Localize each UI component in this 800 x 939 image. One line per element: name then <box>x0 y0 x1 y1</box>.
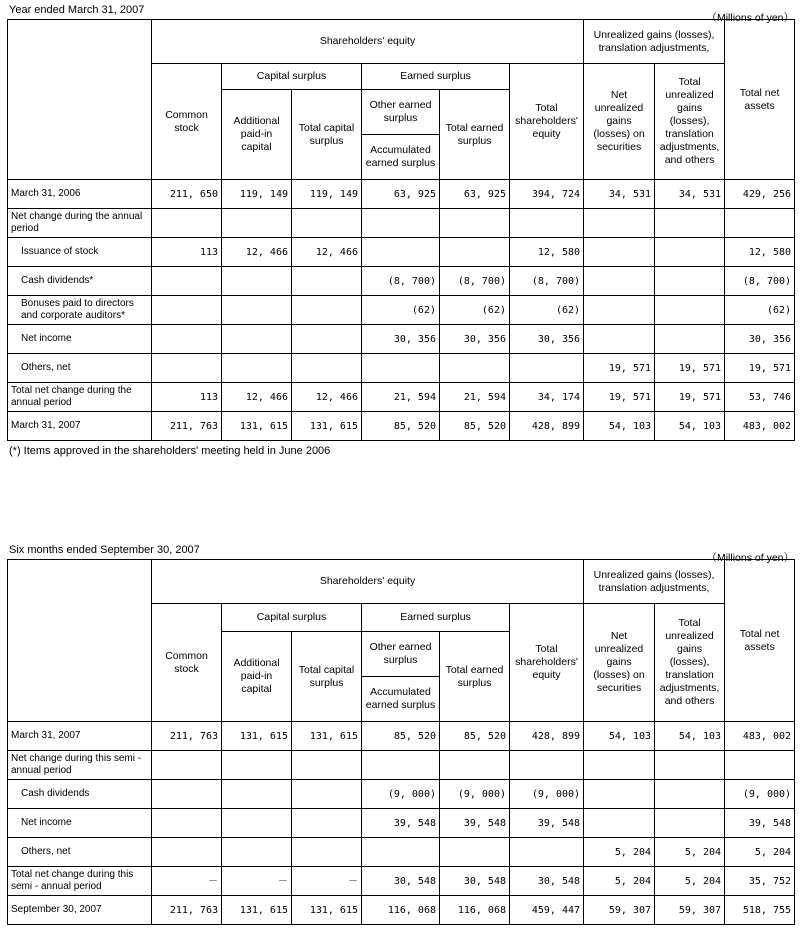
table-cell: 211, 763 <box>152 896 222 925</box>
table-cell: － <box>152 867 222 896</box>
table-row <box>8 780 795 809</box>
table-cell: 85, 520 <box>362 722 440 751</box>
table-cell: (9, 000) <box>510 780 584 809</box>
header-net-unrealized: Net unrealized gains (losses) on securities <box>584 604 655 722</box>
table-cell: (9, 000) <box>725 780 795 809</box>
header-total-unrealized: Total unrealized gains (losses), translation adjustments, and others <box>655 604 725 722</box>
table-cell: 113 <box>152 238 222 267</box>
table-cell: 30, 548 <box>362 867 440 896</box>
table-cell: (62) <box>725 296 795 325</box>
header-capital-surplus: Capital surplus <box>222 604 362 632</box>
table-cell <box>655 209 725 238</box>
table-cell: 12, 580 <box>725 238 795 267</box>
header-capital-surplus: Capital surplus <box>222 64 362 90</box>
table-cell <box>362 209 440 238</box>
table-cell: 116, 068 <box>362 896 440 925</box>
table-cell <box>152 809 222 838</box>
table-cell <box>655 809 725 838</box>
table-cell <box>222 354 292 383</box>
table-cell: 19, 571 <box>584 383 655 412</box>
table-cell <box>292 209 362 238</box>
table-cell: 30, 356 <box>510 325 584 354</box>
table-cell: 5, 204 <box>655 867 725 896</box>
table-cell <box>655 325 725 354</box>
row-label: September 30, 2007 <box>8 896 152 925</box>
header-net-unrealized: Net unrealized gains (losses) on securities <box>584 64 655 180</box>
table-cell: 428, 899 <box>510 412 584 441</box>
table-cell <box>222 809 292 838</box>
table-cell: 119, 149 <box>292 180 362 209</box>
table-cell: 211, 650 <box>152 180 222 209</box>
table-cell: 19, 571 <box>584 354 655 383</box>
table-cell: － <box>222 867 292 896</box>
table-cell: 85, 520 <box>440 722 510 751</box>
table-cell: 483, 002 <box>725 722 795 751</box>
row-label: Others, net <box>8 838 152 867</box>
table-cell <box>584 267 655 296</box>
table-cell: 34, 531 <box>584 180 655 209</box>
table-row <box>8 412 795 441</box>
table-cell <box>152 751 222 780</box>
table-cell <box>292 780 362 809</box>
table-cell <box>292 296 362 325</box>
table-cell <box>222 838 292 867</box>
table-cell: 518, 755 <box>725 896 795 925</box>
table-cell <box>510 354 584 383</box>
table-cell: 5, 204 <box>584 867 655 896</box>
table-cell: 54, 103 <box>584 412 655 441</box>
table-row <box>8 209 795 238</box>
table-cell: 34, 531 <box>655 180 725 209</box>
table-cell <box>584 238 655 267</box>
table-cell <box>440 751 510 780</box>
table-body <box>8 20 795 441</box>
table-row <box>8 722 795 751</box>
table-cell <box>655 267 725 296</box>
table-cell <box>222 209 292 238</box>
table-cell <box>362 354 440 383</box>
table-cell <box>584 751 655 780</box>
table-cell: 12, 466 <box>292 383 362 412</box>
table-cell: 30, 548 <box>510 867 584 896</box>
table-cell <box>510 209 584 238</box>
caption-row <box>7 2 794 24</box>
header-accumulated-earned-surplus: Accumulated earned surplus <box>362 135 440 180</box>
header-total-capital-surplus: Total capital surplus <box>292 632 362 722</box>
table-cell <box>222 325 292 354</box>
table-caption: Year ended March 31, 2007 <box>9 4 145 16</box>
table-cell: 30, 356 <box>725 325 795 354</box>
table-cell: 19, 571 <box>725 354 795 383</box>
table-cell: 131, 615 <box>292 412 362 441</box>
table-row <box>8 383 795 412</box>
table-row <box>8 354 795 383</box>
table-cell <box>584 296 655 325</box>
table-cell: 119, 149 <box>222 180 292 209</box>
table-cell <box>440 238 510 267</box>
table-row <box>8 838 795 867</box>
table-row <box>8 809 795 838</box>
table-row <box>8 238 795 267</box>
header-other-earned-surplus: Other earned surplus <box>362 90 440 135</box>
table-cell: 394, 724 <box>510 180 584 209</box>
table-cell <box>152 209 222 238</box>
table-cell: 34, 174 <box>510 383 584 412</box>
table-cell: 59, 307 <box>655 896 725 925</box>
statement-six-months-2007 <box>7 542 794 925</box>
row-label: Net income <box>8 809 152 838</box>
table-cell: 131, 615 <box>222 412 292 441</box>
table-cell <box>362 838 440 867</box>
table-row <box>8 180 795 209</box>
table-cell: (9, 000) <box>362 780 440 809</box>
header-common-stock: Common stock <box>152 604 222 722</box>
table-cell <box>584 209 655 238</box>
table-cell: 85, 520 <box>362 412 440 441</box>
table-cell <box>440 209 510 238</box>
table-cell: 429, 256 <box>725 180 795 209</box>
table-cell: 30, 356 <box>440 325 510 354</box>
row-label: Others, net <box>8 354 152 383</box>
table-cell: 19, 571 <box>655 383 725 412</box>
table-cell: 12, 466 <box>222 238 292 267</box>
table-cell <box>510 751 584 780</box>
table-cell: 116, 068 <box>440 896 510 925</box>
table-cell <box>152 838 222 867</box>
table-cell <box>440 354 510 383</box>
table-body <box>8 560 795 925</box>
row-label: Cash dividends* <box>8 267 152 296</box>
table-cell: 459, 447 <box>510 896 584 925</box>
header-shareholders-equity: Shareholders' equity <box>152 560 584 604</box>
header-earned-surplus: Earned surplus <box>362 604 510 632</box>
row-label: Net income <box>8 325 152 354</box>
table-cell <box>655 238 725 267</box>
table-cell: 483, 002 <box>725 412 795 441</box>
table-cell: 131, 615 <box>222 896 292 925</box>
table-cell: 428, 899 <box>510 722 584 751</box>
table-cell: (8, 700) <box>362 267 440 296</box>
header-total-unrealized: Total unrealized gains (losses), translation adjustments, and others <box>655 64 725 180</box>
table-cell <box>292 267 362 296</box>
table-cell <box>152 267 222 296</box>
table-cell <box>152 354 222 383</box>
table-cell <box>362 238 440 267</box>
table-cell: (8, 700) <box>725 267 795 296</box>
header-additional-paid-in: Additional paid-in capital <box>222 90 292 180</box>
table-row <box>8 751 795 780</box>
table-cell: 12, 580 <box>510 238 584 267</box>
equity-table <box>7 559 795 925</box>
row-label: Net change during the annual period <box>8 209 152 238</box>
header-total-capital-surplus: Total capital surplus <box>292 90 362 180</box>
table-cell: 39, 548 <box>510 809 584 838</box>
table-cell: 35, 752 <box>725 867 795 896</box>
table-cell <box>725 209 795 238</box>
table-cell: 211, 763 <box>152 412 222 441</box>
table-cell: 5, 204 <box>725 838 795 867</box>
table-cell: 12, 466 <box>292 238 362 267</box>
table-cell <box>292 325 362 354</box>
table-cell: 63, 925 <box>362 180 440 209</box>
table-cell: 59, 307 <box>584 896 655 925</box>
header-total-shareholders-equity: Total shareholders' equity <box>510 604 584 722</box>
header-total-net-assets: Total net assets <box>725 560 795 722</box>
header-unrealized: Unrealized gains (losses), translation adjustments, <box>584 560 725 604</box>
table-cell <box>440 838 510 867</box>
table-cell <box>584 809 655 838</box>
table-cell: 5, 204 <box>655 838 725 867</box>
table-row <box>8 896 795 925</box>
row-label: Total net change during this semi - annual period <box>8 867 152 896</box>
table-cell <box>222 296 292 325</box>
header-total-earned-surplus: Total earned surplus <box>440 632 510 722</box>
row-label: Net change during this semi - annual period <box>8 751 152 780</box>
row-label: Bonuses paid to directors and corporate auditors* <box>8 296 152 325</box>
table-cell: 12, 466 <box>222 383 292 412</box>
table-caption: Six months ended September 30, 2007 <box>9 544 200 556</box>
table-row <box>8 267 795 296</box>
table-cell: (9, 000) <box>440 780 510 809</box>
table-cell: 63, 925 <box>440 180 510 209</box>
table-cell <box>222 780 292 809</box>
table-cell <box>292 809 362 838</box>
table-cell: 211, 763 <box>152 722 222 751</box>
table-cell: (62) <box>440 296 510 325</box>
table-cell: 30, 356 <box>362 325 440 354</box>
table-cell <box>584 325 655 354</box>
table-cell <box>152 325 222 354</box>
table-cell: (62) <box>362 296 440 325</box>
table-cell <box>292 751 362 780</box>
table-cell <box>655 296 725 325</box>
table-cell: 39, 548 <box>362 809 440 838</box>
header-shareholders-equity: Shareholders' equity <box>152 20 584 64</box>
header-common-stock: Common stock <box>152 64 222 180</box>
table-cell: 39, 548 <box>440 809 510 838</box>
table-cell: 30, 548 <box>440 867 510 896</box>
table-cell <box>152 780 222 809</box>
unit-label: （Millions of yen） <box>706 552 794 564</box>
table-cell: 54, 103 <box>584 722 655 751</box>
row-label: March 31, 2007 <box>8 722 152 751</box>
table-cell <box>222 751 292 780</box>
table-row <box>8 325 795 354</box>
header-total-net-assets: Total net assets <box>725 20 795 180</box>
table-cell <box>725 751 795 780</box>
table-cell <box>510 838 584 867</box>
table-cell: 5, 204 <box>584 838 655 867</box>
header-additional-paid-in: Additional paid-in capital <box>222 632 292 722</box>
table-cell: 131, 615 <box>292 722 362 751</box>
footnote: (*) Items approved in the shareholders' meeting held in June 2006 <box>9 445 331 457</box>
table-cell: 131, 615 <box>292 896 362 925</box>
statement-year-2007 <box>7 2 794 457</box>
table-cell: (8, 700) <box>510 267 584 296</box>
table-cell: 54, 103 <box>655 722 725 751</box>
table-cell <box>222 267 292 296</box>
equity-table <box>7 19 795 441</box>
table-row <box>8 867 795 896</box>
table-cell <box>292 354 362 383</box>
table-cell <box>152 296 222 325</box>
stub-header <box>8 20 152 180</box>
table-cell: 53, 746 <box>725 383 795 412</box>
row-label: Total net change during the annual period <box>8 383 152 412</box>
table-row <box>8 296 795 325</box>
header-unrealized: Unrealized gains (losses), translation adjustments, <box>584 20 725 64</box>
row-label: March 31, 2006 <box>8 180 152 209</box>
table-cell <box>655 751 725 780</box>
table-cell: 85, 520 <box>440 412 510 441</box>
table-cell: 39, 548 <box>725 809 795 838</box>
header-earned-surplus: Earned surplus <box>362 64 510 90</box>
row-label: March 31, 2007 <box>8 412 152 441</box>
header-other-earned-surplus: Other earned surplus <box>362 632 440 677</box>
table-cell <box>584 780 655 809</box>
table-cell: 21, 594 <box>440 383 510 412</box>
table-cell: (62) <box>510 296 584 325</box>
table-cell: (8, 700) <box>440 267 510 296</box>
table-cell: 21, 594 <box>362 383 440 412</box>
row-label: Cash dividends <box>8 780 152 809</box>
table-cell: 131, 615 <box>222 722 292 751</box>
table-cell: － <box>292 867 362 896</box>
unit-label: （Millions of yen） <box>706 12 794 24</box>
table-cell <box>655 780 725 809</box>
stub-header <box>8 560 152 722</box>
row-label: Issuance of stock <box>8 238 152 267</box>
table-cell <box>292 838 362 867</box>
table-cell: 19, 571 <box>655 354 725 383</box>
table-cell: 54, 103 <box>655 412 725 441</box>
header-total-earned-surplus: Total earned surplus <box>440 90 510 180</box>
caption-row <box>7 542 794 564</box>
header-total-shareholders-equity: Total shareholders' equity <box>510 64 584 180</box>
table-cell <box>362 751 440 780</box>
table-cell: 113 <box>152 383 222 412</box>
header-accumulated-earned-surplus: Accumulated earned surplus <box>362 677 440 722</box>
